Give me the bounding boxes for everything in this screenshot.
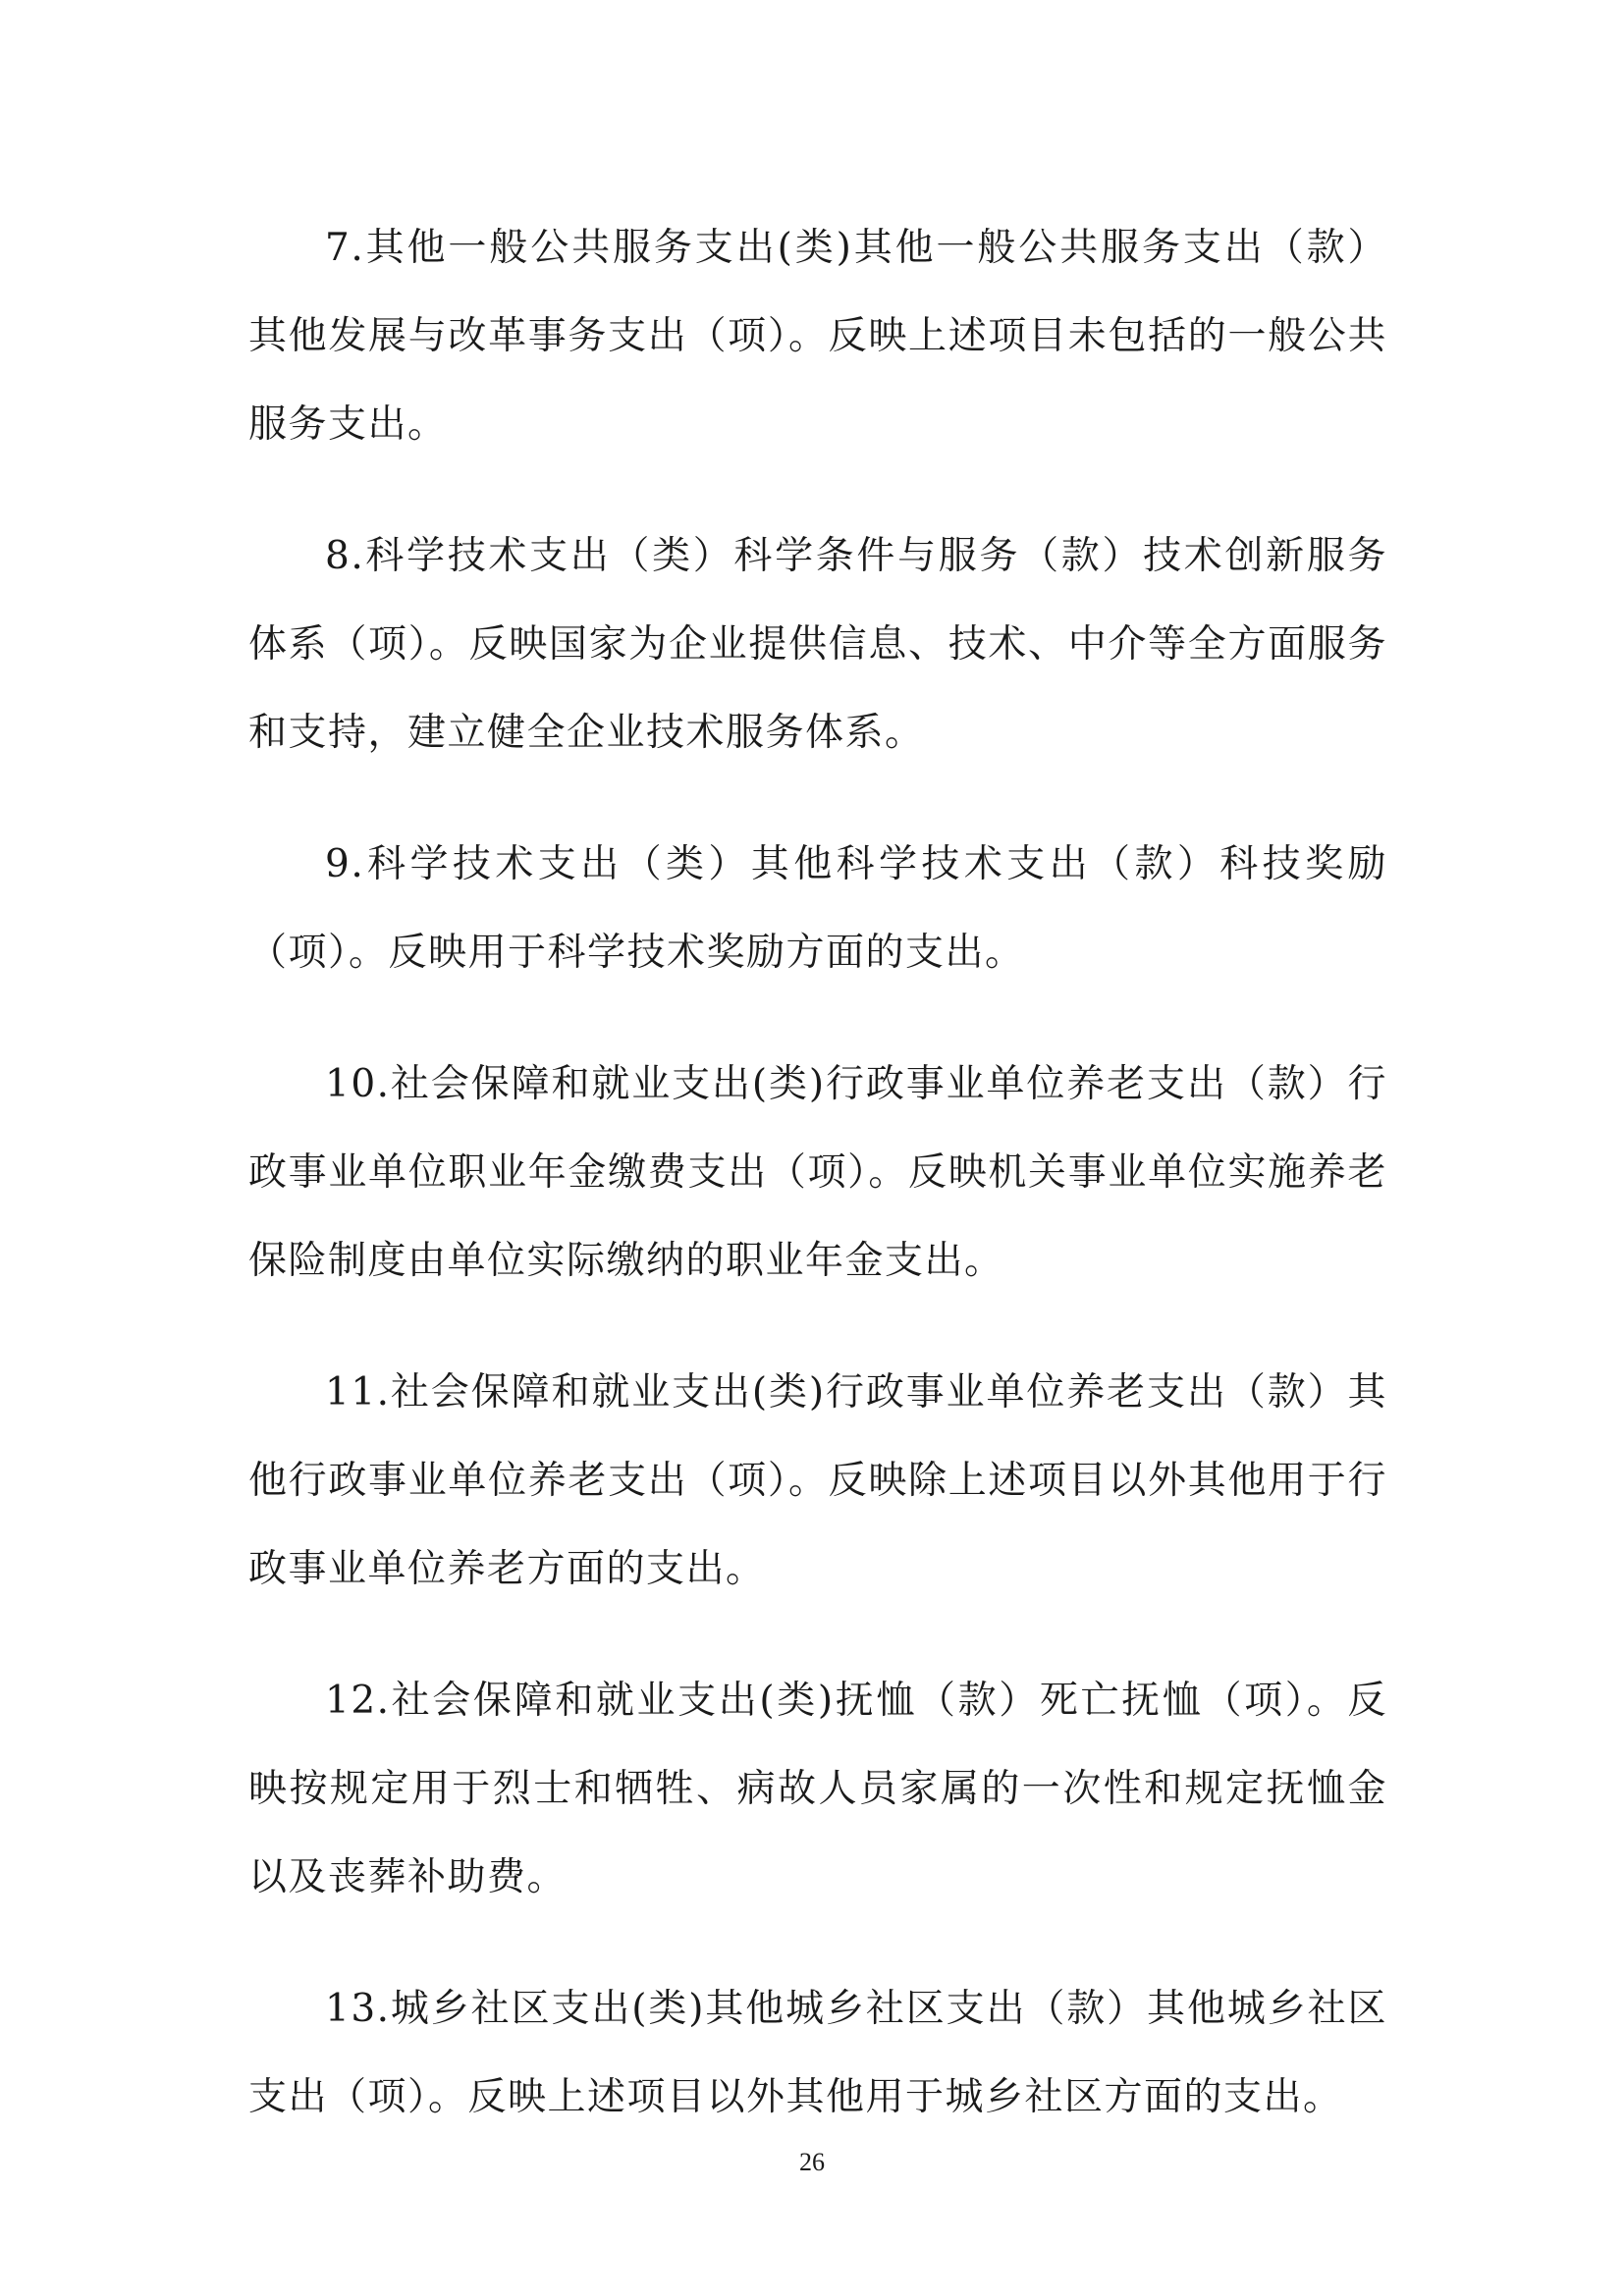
paragraph-item-9: 9.科学技术支出（类）其他科学技术支出（款）科技奖励（项）。反映用于科学技术奖励方面的支出。 xyxy=(248,842,1387,975)
paragraph-item-8: 8.科学技术支出（类）科学条件与服务（款）技术创新服务体系（项）。反映国家为企业提供信息、技术、中介等全方面服务和支持，建立健全企业技术服务体系。 xyxy=(248,534,1387,755)
paragraph-item-13: 13.城乡社区支出(类)其他城乡社区支出（款）其他城乡社区支出（项）。反映上述项目以外其他用于城乡社区方面的支出。 xyxy=(248,1987,1387,2119)
paragraph-item-10: 10.社会保障和就业支出(类)行政事业单位养老支出（款）行政事业单位职业年金缴费支出（项）。反映机关事业单位实施养老保险制度由单位实际缴纳的职业年金支出。 xyxy=(248,1062,1387,1283)
paragraph-item-11: 11.社会保障和就业支出(类)行政事业单位养老支出（款）其他行政事业单位养老支出（项）。反映除上述项目以外其他用于行政事业单位养老方面的支出。 xyxy=(248,1370,1387,1591)
document-body xyxy=(248,204,1387,2185)
page-number: 26 xyxy=(799,2148,825,2176)
paragraph-item-7: 7.其他一般公共服务支出(类)其他一般公共服务支出（款）其他发展与改革事务支出（项）。反映上述项目未包括的一般公共服务支出。 xyxy=(248,226,1387,447)
paragraph-item-12: 12.社会保障和就业支出(类)抚恤（款）死亡抚恤（项）。反映按规定用于烈士和牺牲、病故人员家属的一次性和规定抚恤金以及丧葬补助费。 xyxy=(248,1679,1387,1899)
